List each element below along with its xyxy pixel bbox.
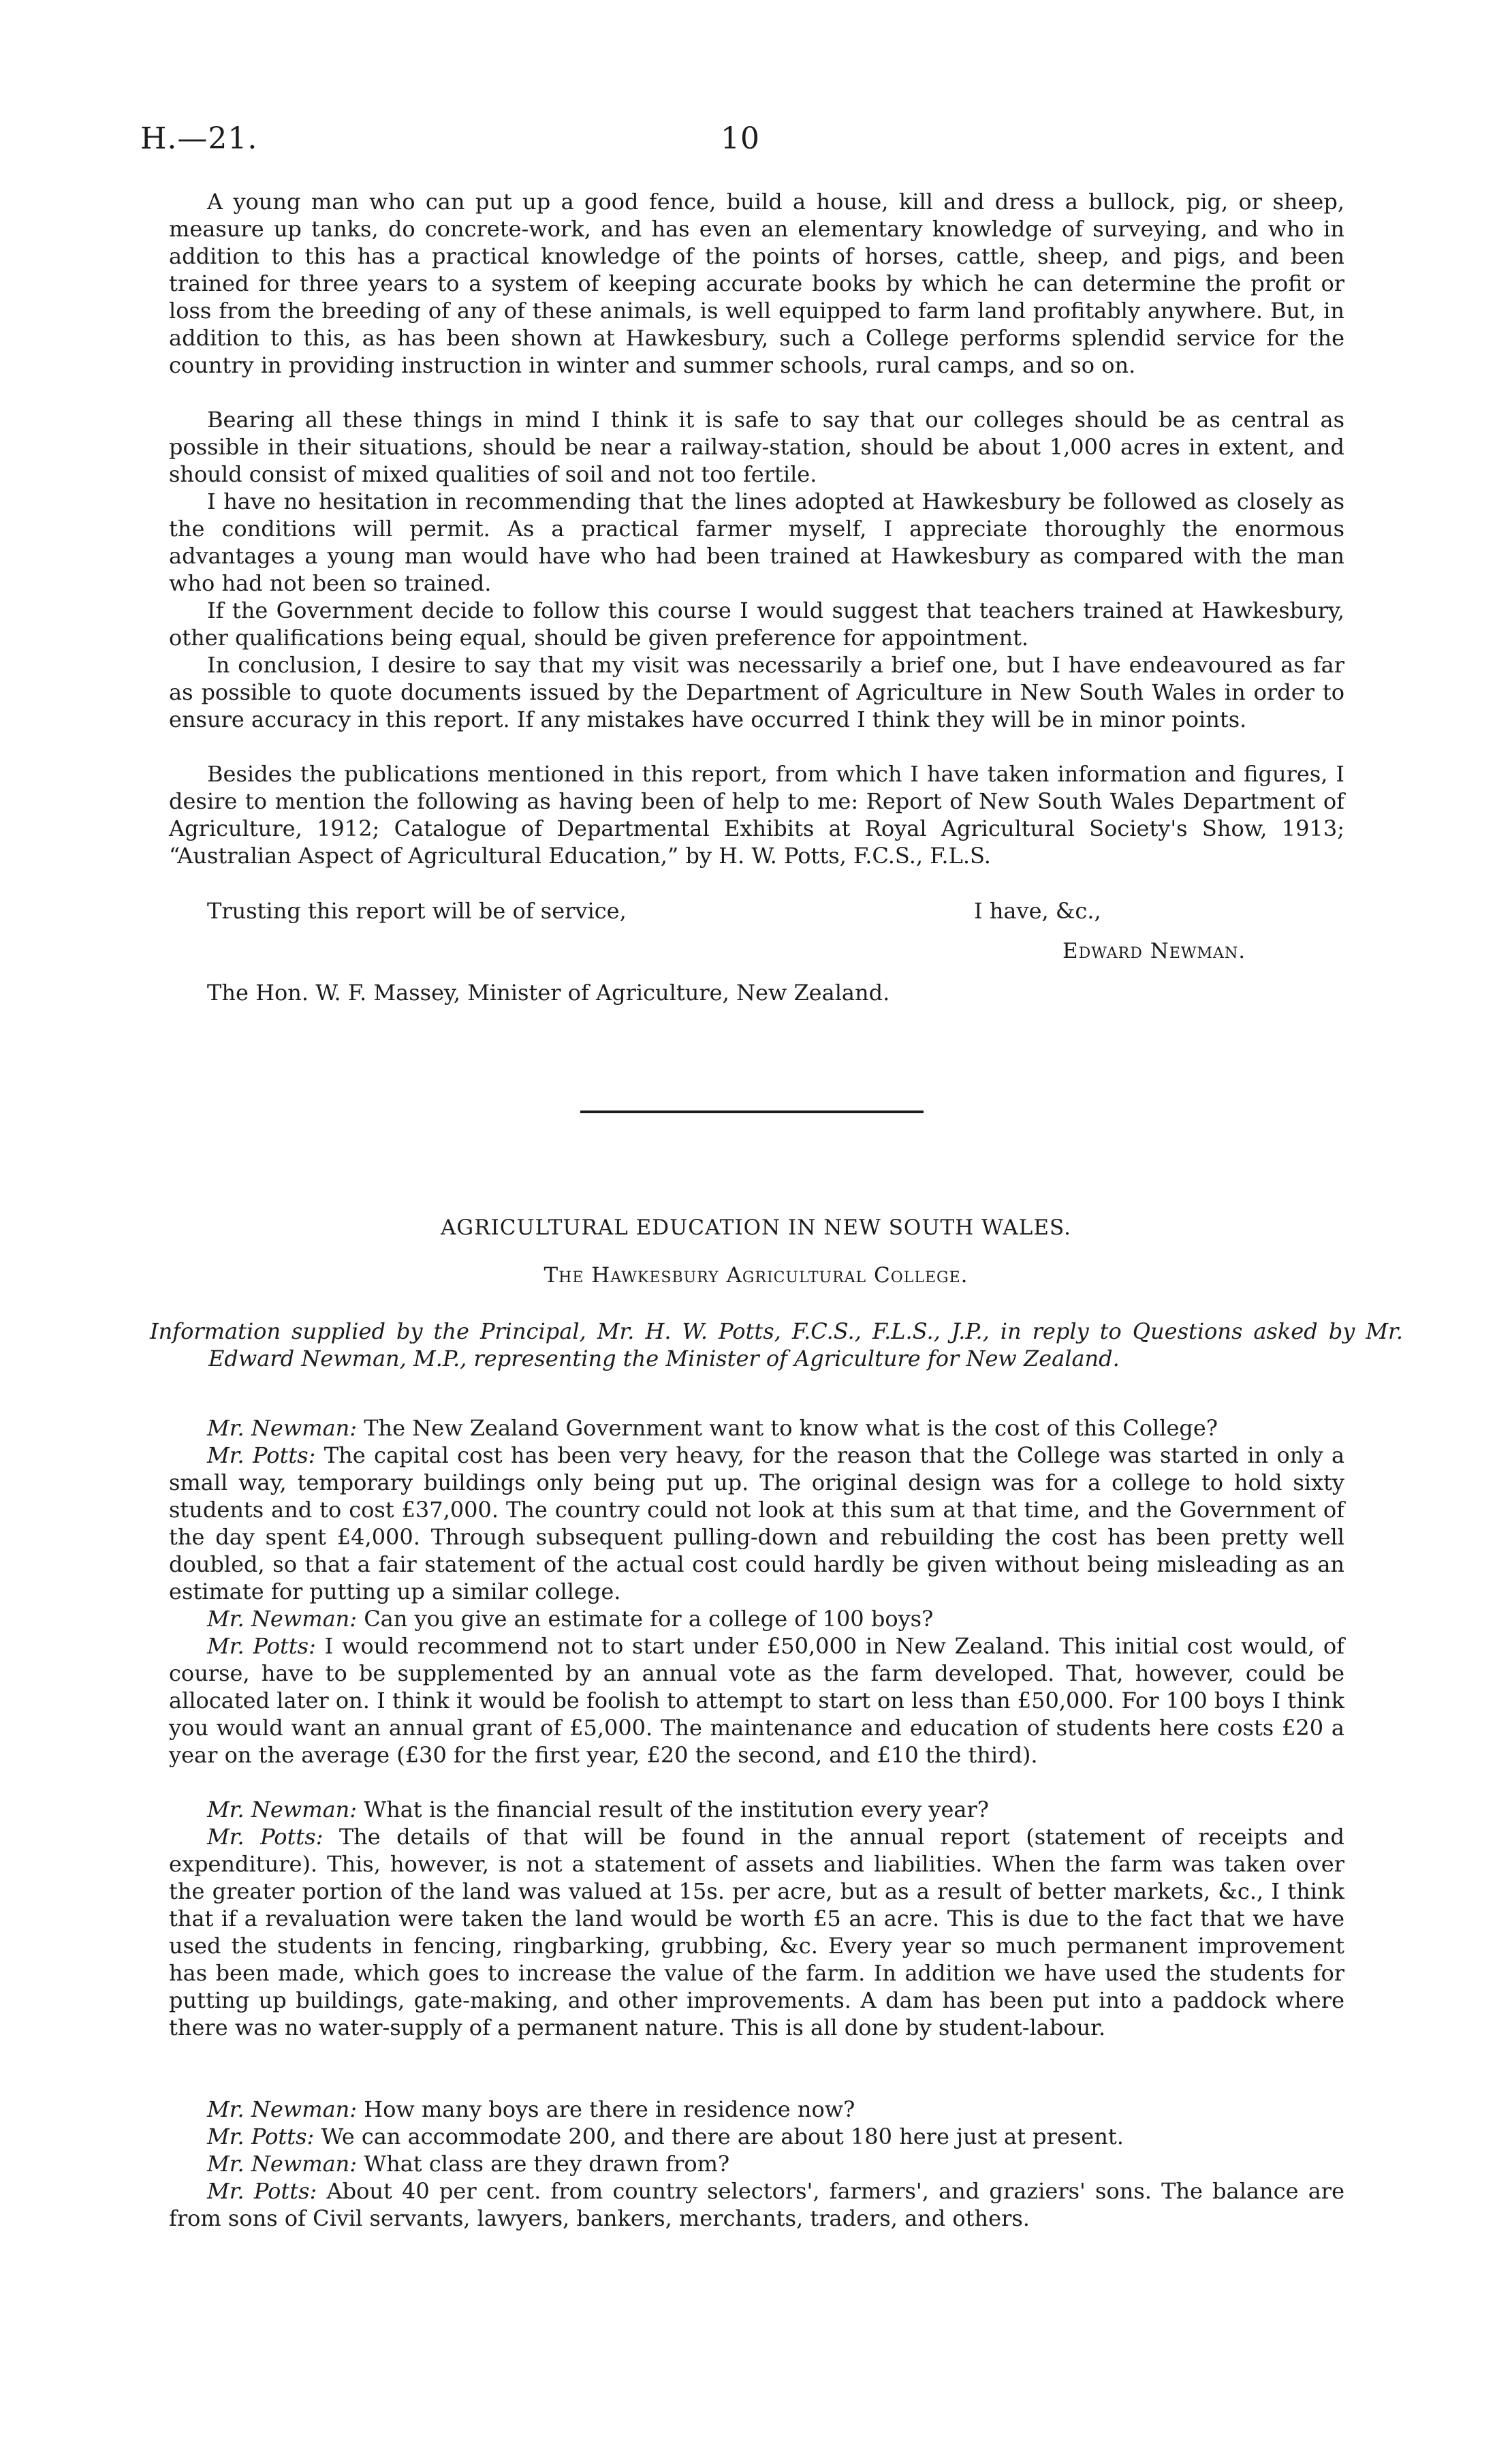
letter-signature: Edward Newman.	[1062, 939, 1246, 963]
letter-paragraph-6: Besides the publications mentioned in this report, from which I have taken information and figures, I desire to mention the following as having been of help to me: Report of New South Wales Department of Agriculture, 1912; Catalogue of Departmental Exhibits at Royal Agricultural Society's Show, 1913; “Australian Aspect of Agricultural Education,” by H. W. Potts, F.C.S., F.L.S.	[169, 761, 1344, 869]
section-subtitle: The Hawkesbury Agricultural College.	[544, 1263, 968, 1288]
dialogue-text: The capital cost has been very heavy, for the reason that the College was started in only a small way, temporary buildings only being put up. The original design was for a college to hold sixty students and to cost £37,000. The country could not look at this sum at that time, and the Government of the day spent £4,000. Through subsequent pulling-down and rebuilding the cost has been pretty well doubled, so that a fair statement of the actual cost could hardly be given without being misleading as an estimate for putting up a similar college.	[169, 1442, 1345, 1604]
dialogue-speaker: Mr. Potts:	[207, 1442, 316, 1468]
dialogue-entry-10	[169, 2177, 1344, 2232]
info-note: Information supplied by the Principal, Mr. H. W. Potts, F.C.S., F.L.S., J.P., in reply to Questions asked by Mr. Edward Newman, M.P., representing the Minister of Agriculture for New Zealand.	[150, 1318, 1403, 1371]
letter-paragraph-3: I have no hesitation in recommending that the lines adopted at Hawkesbury be followed as closely as the conditions will permit. As a practical farmer myself, I appreciate thoroughly the enormous advantages a young man would have who had been trained at Hawkesbury as compared with the man who had not been so trained.	[169, 488, 1344, 596]
dialogue-entry-6	[169, 1823, 1344, 2041]
letter-paragraph-1: A young man who can put up a good fence, build a house, kill and dress a bullock, pig, or sheep, measure up tanks, do concrete-work, and has even an elementary knowledge of surveying, and who in addition to this has a practical knowledge of the points of horses, cattle, sheep, and pigs, and been trained for three years to a system of keeping accurate books by which he can determine the profit or loss from the breeding of any of these animals, is well equipped to farm land profitably anywhere. But, in addition to this, as has been shown at Hawkesbury, such a College performs splendid service for the country in providing instruction in winter and summer schools, rural camps, and so on.	[169, 189, 1344, 378]
section-title: AGRICULTURAL EDUCATION IN NEW SOUTH WALES.	[441, 1215, 1071, 1240]
dialogue-entry-9	[169, 2150, 1344, 2177]
dialogue-text: I would recommend not to start under £50,000 in New Zealand. This initial cost would, of course, have to be supplemented by an annual vote as the farm developed. That, however, could be allocated later on. I think it would be foolish to attempt to start on less than £50,000. For 100 boys I think you would want an annual grant of £5,000. The maintenance and education of students here costs £20 a year on the average (£30 for the first year, £20 the second, and £10 the third).	[169, 1633, 1345, 1768]
dialogue-entry-2	[169, 1442, 1344, 1605]
dialogue-text: Can you give an estimate for a college of 100 boys?	[364, 1606, 934, 1632]
dialogue-text: How many boys are there in residence now?	[364, 2096, 855, 2122]
letter-paragraph-5: In conclusion, I desire to say that my visit was necessarily a brief one, but I have endeavoured as far as possible to quote documents issued by the Department of Agriculture in New South Wales in order to ensure accuracy in this report. If any mistakes have occurred I think they will be in minor points.	[169, 652, 1344, 732]
letter-paragraph-4: If the Government decide to follow this course I would suggest that teachers trained at Hawkesbury, other qualifications being equal, should be given preference for appointment.	[169, 597, 1344, 651]
dialogue-entry-8	[169, 2123, 1344, 2150]
letter-paragraph-2: Bearing all these things in mind I think it is safe to say that our colleges should be as central as possible in their situations, should be near a railway-station, should be about 1,000 acres in extent, and should consist of mixed qualities of soil and not too fertile.	[169, 407, 1344, 487]
dialogue-text: About 40 per cent. from country selectors', farmers', and graziers' sons. The balance are from sons of Civil servants, lawyers, bankers, merchants, traders, and others.	[169, 2178, 1345, 2231]
dialogue-text: The New Zealand Government want to know what is the cost of this College?	[364, 1415, 1218, 1441]
dialogue-entry-7	[169, 2096, 1344, 2123]
dialogue-speaker: Mr. Newman:	[207, 1606, 358, 1632]
page-number: 10	[721, 121, 760, 156]
section-divider	[580, 1110, 924, 1113]
dialogue-speaker: Mr. Potts:	[207, 2124, 315, 2149]
dialogue-entry-5	[169, 1796, 1344, 1823]
dialogue-speaker: Mr. Potts:	[207, 2178, 317, 2204]
dialogue-entry-1	[169, 1414, 1344, 1442]
dialogue-speaker: Mr. Newman:	[207, 2151, 358, 2177]
dialogue-speaker: Mr. Potts:	[207, 1633, 316, 1659]
dialogue-text: The details of that will be found in the annual report (statement of receipts and expenditure). This, however, is not a statement of assets and liabilities. When the farm was taken over the greater portion of the land was valued at 15s. per acre, but as a result of better markets, &c., I think that if a revaluation were taken the land would be worth £5 an acre. This is due to the fact that we have used the students in fencing, ringbarking, grubbing, &c. Every year so much permanent improvement has been made, which goes to increase the value of the farm. In addition we have used the students for putting up buildings, gate-making, and other improvements. A dam has been put into a paddock where there was no water-supply of a permanent nature. This is all done by student-labour.	[169, 1824, 1344, 2040]
dialogue-entry-4	[169, 1632, 1344, 1769]
dialogue-speaker: Mr. Newman:	[207, 2096, 358, 2122]
letter-i-have: I have, &c.,	[974, 898, 1101, 924]
dialogue-speaker: Mr. Potts:	[207, 1824, 324, 1850]
letter-addressee: The Hon. W. F. Massey, Minister of Agriculture, New Zealand.	[207, 980, 890, 1006]
dialogue-speaker: Mr. Newman:	[207, 1797, 358, 1822]
dialogue-speaker: Mr. Newman:	[207, 1415, 358, 1441]
dialogue-text: What is the financial result of the institution every year?	[364, 1797, 989, 1822]
document-reference: H.—21.	[140, 121, 258, 156]
letter-closing: Trusting this report will be of service,	[207, 898, 627, 924]
dialogue-entry-3	[169, 1605, 1344, 1632]
dialogue-text: What class are they drawn from?	[364, 2151, 730, 2177]
dialogue-text: We can accommodate 200, and there are about 180 here just at present.	[321, 2124, 1124, 2149]
